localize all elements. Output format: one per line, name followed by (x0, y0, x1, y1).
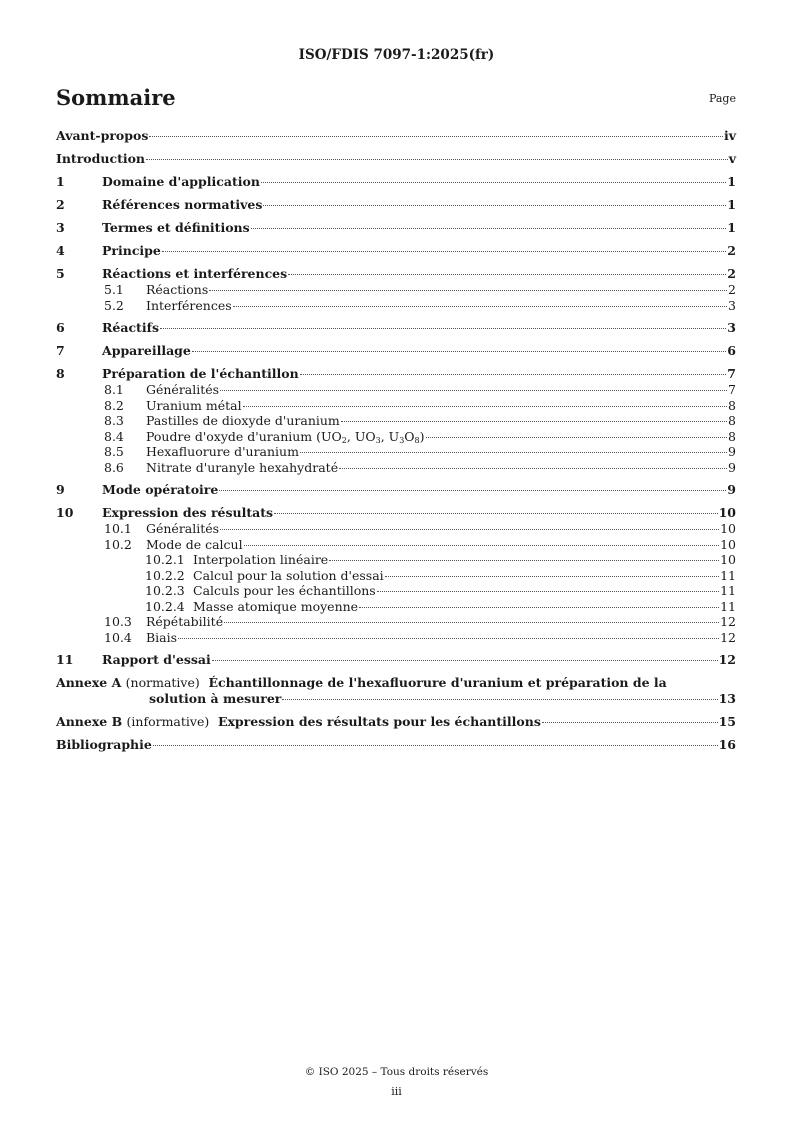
toc-entry-number: 10.2.2 (145, 567, 185, 583)
leader-dots (219, 489, 726, 491)
toc-entry-label: Références normatives (102, 197, 263, 212)
toc-entry-label: Réactifs (102, 320, 159, 335)
leader-dots (162, 250, 726, 252)
toc-entry-page: 12 (718, 652, 736, 667)
toc-entry-number: 10.2 (104, 536, 132, 552)
toc-entry-page: 1 (727, 174, 736, 189)
toc-entry[interactable] (56, 197, 736, 213)
toc-entry[interactable] (56, 652, 736, 668)
toc-entry-number: 5.1 (104, 282, 124, 297)
leader-dots (274, 512, 718, 514)
toc-entry[interactable] (56, 521, 736, 537)
toc-entry-page: 7 (728, 382, 736, 397)
toc-entry-number: 8.1 (104, 382, 124, 397)
toc-entry-page: 8 (728, 428, 736, 444)
leader-dots (160, 327, 726, 329)
toc-entry-label: Généralités (146, 382, 220, 397)
toc-entry-number: 11 (56, 652, 74, 667)
toc-entry-number: 5 (56, 266, 65, 281)
toc-entry[interactable] (56, 398, 736, 414)
footer-copyright: © ISO 2025 – Tous droits réservés (304, 1066, 489, 1078)
toc-entry-page: 11 (720, 567, 736, 583)
leader-dots (149, 135, 723, 137)
leader-dots (300, 373, 727, 375)
toc-entry-page: 1 (727, 220, 736, 235)
toc-entry-page: 2 (727, 266, 736, 281)
toc-entry-number: 10.1 (104, 521, 132, 536)
leader-dots (385, 575, 719, 577)
toc-entry-number: 8 (56, 366, 65, 381)
leader-dots (243, 405, 727, 407)
toc-entry[interactable] (56, 444, 736, 460)
toc-entry-label: Introduction (56, 151, 146, 166)
toc-entry-page: 11 (720, 583, 736, 598)
annex-a-type: (normative) (125, 675, 200, 690)
toc-entry[interactable] (56, 343, 736, 359)
leader-dots (329, 559, 719, 561)
annex-b-page: 15 (718, 714, 736, 729)
toc-entry-number: 7 (56, 343, 65, 358)
leader-dots (244, 544, 720, 546)
toc-entry[interactable] (56, 537, 736, 553)
leader-dots (212, 659, 718, 661)
toc-entry[interactable] (56, 599, 736, 615)
toc-entry[interactable] (56, 266, 736, 282)
toc-entry-label: Généralités (146, 521, 220, 536)
toc-entry-label: Réactions et interférences (102, 266, 288, 281)
leader-dots (192, 350, 726, 352)
toc-entry[interactable] (56, 382, 736, 398)
leader-dots (542, 721, 718, 723)
toc-entry-number: 10.2.3 (145, 583, 185, 598)
toc-entry[interactable] (56, 243, 736, 259)
annex-b-lead: Annexe B (56, 714, 123, 729)
footer-page-number: iii (391, 1085, 402, 1098)
toc-entry-page: 7 (727, 366, 736, 381)
toc-entry-page: 10 (720, 536, 736, 552)
toc-entry[interactable] (56, 174, 736, 190)
toc-entry-label: Appareillage (102, 343, 191, 358)
toc-entry-label: Mode de calcul (146, 536, 243, 552)
toc-entry-number: 8.3 (104, 413, 124, 428)
toc-entry-number: 5.2 (104, 297, 124, 313)
toc-entry[interactable] (56, 630, 736, 646)
bibliography-label: Bibliographie (56, 737, 152, 752)
toc-entry-label: Masse atomique moyenne (193, 598, 359, 614)
toc-entry[interactable] (56, 151, 736, 167)
toc-entry-page: v (728, 151, 736, 166)
toc-entry-page: 8 (728, 397, 736, 413)
toc-entry-label: Répétabilité (146, 614, 224, 629)
toc-entry[interactable] (56, 366, 736, 382)
toc-entry-label: Domaine d'application (102, 174, 260, 189)
leader-dots (233, 305, 727, 307)
toc-entry-number: 10 (56, 505, 74, 520)
leader-dots (224, 621, 719, 623)
toc-entry-number: 3 (56, 220, 65, 235)
leader-dots (341, 420, 727, 422)
annex-a-lead: Annexe A (56, 675, 122, 690)
toc-entry-label: Principe (102, 243, 161, 258)
toc-entry-label: Réactions (146, 282, 209, 297)
leader-dots (339, 467, 727, 469)
leader-dots (263, 204, 726, 206)
toc-entry-label: Rapport d'essai (102, 652, 211, 667)
toc-entry-label: Poudre d'oxyde d'uranium ($UO_2$, $UO_3$, $U_3O_8$) (146, 428, 425, 445)
annex-a-title-line1: Échantillonnage de l'hexafluorure d'uranium et préparation de la (208, 675, 667, 690)
toc-entry-annex-b[interactable] (56, 714, 736, 730)
leader-dots (251, 227, 727, 229)
toc-entry-label: Calcul pour la solution d'essai (193, 567, 384, 583)
leader-dots (220, 528, 719, 530)
toc-entry-page: 11 (720, 598, 736, 614)
toc-entry[interactable] (56, 583, 736, 599)
leader-dots (153, 744, 718, 746)
toc-entry-label: Interférences (146, 297, 232, 313)
toc-entry[interactable] (56, 482, 736, 498)
toc-entry-page: 9 (727, 482, 736, 497)
toc-entry[interactable] (56, 220, 736, 236)
toc-entry-page: 2 (728, 282, 736, 297)
toc-entry[interactable] (56, 460, 736, 476)
toc-entry-page: iv (723, 128, 736, 143)
leader-dots (178, 637, 719, 639)
document-id: ISO/FDIS 7097-1:2025(fr) (298, 47, 495, 63)
leader-dots (300, 451, 727, 453)
leader-dots (359, 606, 719, 608)
leader-dots (220, 389, 727, 391)
page-title: Sommaire (56, 85, 176, 110)
toc-entry[interactable] (56, 505, 736, 521)
leader-dots (377, 590, 719, 592)
annex-b-title: Expression des résultats pour les échantillons (217, 714, 541, 729)
toc-entry-number: 10.3 (104, 614, 132, 629)
toc-entry-number: 10.2.1 (145, 552, 185, 567)
toc-entry-page: 12 (720, 629, 736, 645)
toc-entry-page: 1 (727, 197, 736, 212)
toc-entry-label: Calculs pour les échantillons (193, 583, 376, 598)
toc-entry[interactable] (56, 614, 736, 630)
bibliography-page: 16 (718, 737, 736, 752)
table-of-contents (56, 128, 736, 753)
toc-entry-number: 6 (56, 320, 65, 335)
toc-entry-label: Expression des résultats (102, 505, 274, 520)
toc-entry[interactable] (56, 429, 736, 445)
toc-entry[interactable] (56, 298, 736, 314)
page-column-label: Page (708, 92, 736, 105)
toc-entry-label: Biais (146, 629, 178, 645)
toc-entry-page: 10 (720, 552, 736, 567)
toc-entry-page: 8 (728, 413, 736, 428)
toc-entry-label: Avant-propos (56, 128, 149, 143)
toc-entry[interactable] (56, 282, 736, 298)
toc-entry-page: 10 (718, 505, 736, 520)
toc-entry-label: Mode opératoire (102, 482, 219, 497)
toc-entry-label: Hexafluorure d'uranium (146, 444, 299, 459)
toc-entry-page: 3 (727, 320, 736, 335)
toc-entry-label: Uranium métal (146, 397, 242, 413)
annex-a-title-line2: solution à mesurer (149, 691, 282, 706)
toc-entry-number: 8.5 (104, 444, 124, 459)
toc-entry-page: 9 (728, 444, 736, 459)
toc-entry-label: Interpolation linéaire (193, 552, 329, 567)
leader-dots (209, 289, 727, 291)
toc-entry-number: 4 (56, 243, 65, 258)
toc-entry-number: 10.4 (104, 629, 132, 645)
annex-a-page: 13 (718, 691, 736, 706)
toc-entry-number: 8.4 (104, 428, 124, 444)
toc-entry[interactable] (56, 320, 736, 336)
toc-entry-page: 6 (727, 343, 736, 358)
toc-entry-annex-a[interactable] (56, 675, 736, 707)
leader-dots (146, 158, 728, 160)
leader-dots (288, 273, 726, 275)
toc-entry[interactable] (56, 128, 736, 144)
toc-entry[interactable] (56, 552, 736, 568)
annex-b-type: (informative) (126, 714, 210, 729)
toc-entry-number: 9 (56, 482, 65, 497)
leader-dots (261, 181, 726, 183)
toc-entry-page: 12 (720, 614, 736, 629)
toc-entry-number: 1 (56, 174, 65, 189)
toc-entry-page: 2 (727, 243, 736, 258)
toc-entry-label: Termes et définitions (102, 220, 250, 235)
toc-entry-page: 9 (728, 459, 736, 475)
toc-entry-number: 8.6 (104, 459, 124, 475)
toc-entry-label: Nitrate d'uranyle hexahydraté (146, 459, 339, 475)
toc-entry-number: 8.2 (104, 397, 124, 413)
toc-entry[interactable] (56, 413, 736, 429)
toc-entry-page: 10 (720, 521, 736, 536)
leader-dots (282, 698, 717, 700)
toc-entry-number: 10.2.4 (145, 598, 185, 614)
toc-entry-bibliography[interactable] (56, 737, 736, 753)
toc-entry[interactable] (56, 568, 736, 584)
toc-entry-number: 2 (56, 197, 65, 212)
toc-entry-page: 3 (728, 297, 736, 313)
toc-entry-label: Pastilles de dioxyde d'uranium (146, 413, 340, 428)
toc-entry-label: Préparation de l'échantillon (102, 366, 299, 381)
leader-dots (426, 436, 728, 438)
